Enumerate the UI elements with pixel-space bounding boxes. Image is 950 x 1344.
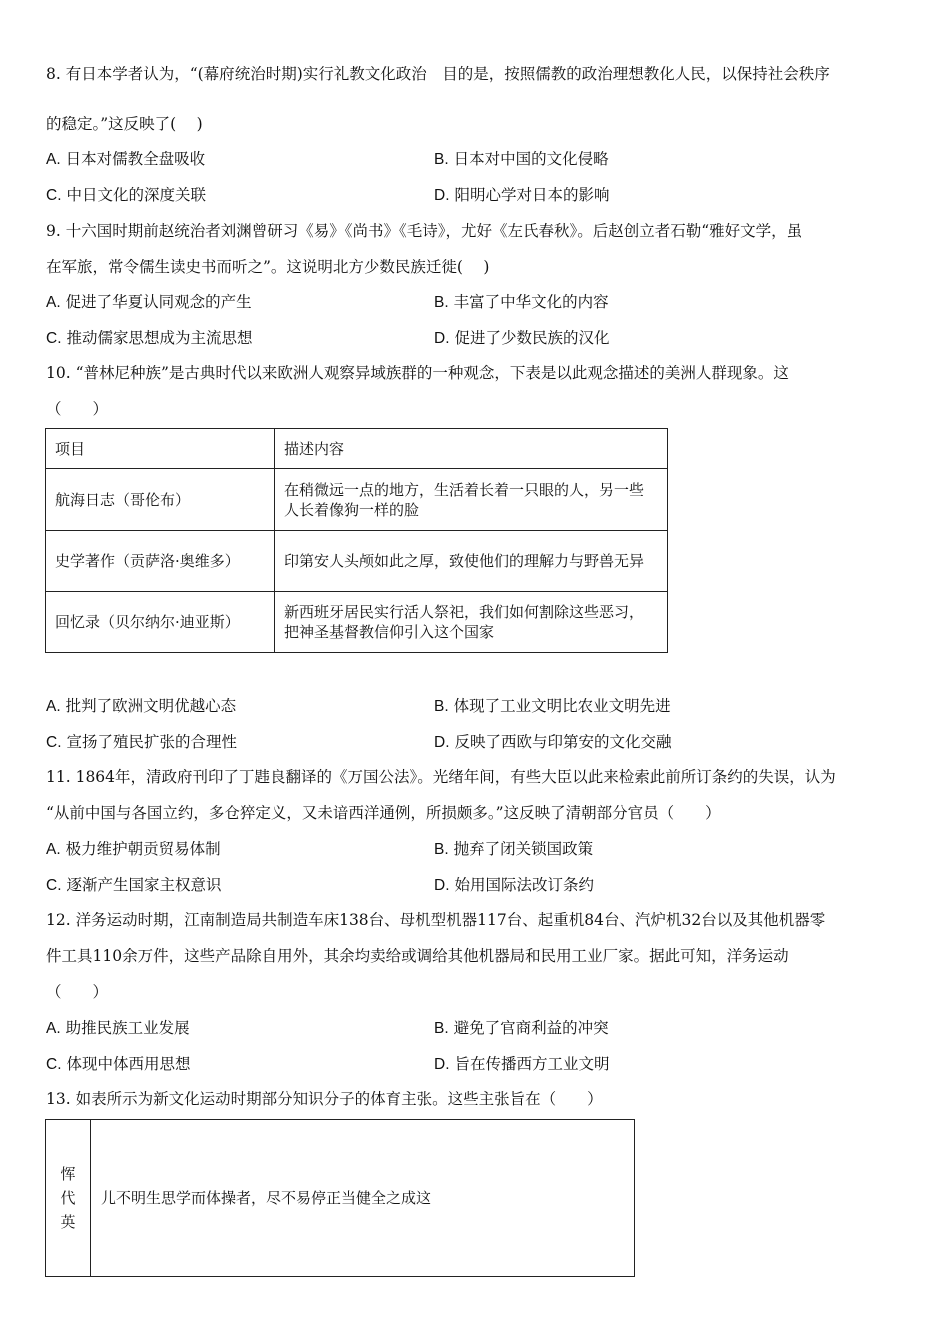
q10-table [45,428,668,653]
q10-row3-item: 回忆录（贝尔纳尔·迪亚斯） [46,592,275,653]
q12-option-a[interactable]: A. 助推民族工业发展 [46,1019,190,1037]
q10-stem-line1: 10. “普林尼种族”是古典时代以来欧洲人观察异域族群的一种观念，下表是以此观念描述的美洲人群现象。这 [46,364,789,382]
q10-row2-desc: 印第安人头颅如此之厚，致使他们的理解力与野兽无异 [275,531,668,592]
q12-option-b[interactable]: B. 避免了官商利益的冲突 [434,1019,609,1037]
q12-stem-line1: 12. 洋务运动时期，江南制造局共制造车床138台、母机型机器117台、起重机84台、汽炉机32台以及其他机器零 [46,911,826,929]
q9-option-b[interactable]: B. 丰富了中华文化的内容 [434,293,609,311]
q12-option-d[interactable]: D. 旨在传播西方工业文明 [434,1055,610,1073]
table-row [46,531,668,592]
q11-stem-line1: 11. 1864年，清政府刊印了丁韪良翻译的《万国公法》。光绪年间，有些大臣以此来检索此前所订条约的失误，认为 [46,768,836,786]
q10-header-item: 项目 [46,429,275,469]
q12-stem-line2: 件工具110余万件，这些产品除自用外，其余均卖给或调给其他机器局和民用工业厂家。据此可知，洋务运动 [46,947,789,965]
q10-option-c[interactable]: C. 宣扬了殖民扩张的合理性 [46,733,237,751]
q13-content: 儿不明生思学而体操者，尽不易停正当健全之成这 [91,1120,635,1277]
q9-option-c[interactable]: C. 推动儒家思想成为主流思想 [46,329,253,347]
q10-row2-item: 史学著作（贡萨洛·奥维多） [46,531,275,592]
table-row [46,1120,635,1277]
q11-option-c[interactable]: C. 逐渐产生国家主权意识 [46,876,222,894]
q10-row3-desc: 新西班牙居民实行活人祭祀，我们如何割除这些恶习，把神圣基督教信仰引入这个国家 [275,592,668,653]
q10-stem-line2: （ ） [46,400,109,418]
table-row [46,592,668,653]
q8-stem-line1: 8. 有日本学者认为，“(幕府统治时期)实行礼教文化政治 目的是，按照儒教的政治理想教化人民，以保持社会秩序 [46,65,830,83]
q13-person: 恽代英 [46,1120,91,1277]
q11-stem-line2: “从前中国与各国立约，多仓猝定义，又未谙西洋通例，所损颇多。”这反映了清朝部分官员（ ） [46,804,721,822]
q10-row1-item: 航海日志（哥伦布） [46,469,275,531]
q9-option-a[interactable]: A. 促进了华夏认同观念的产生 [46,293,252,311]
q10-table-header-row [46,429,668,469]
q8-stem-line2: 的稳定。”这反映了( ) [46,115,203,133]
q10-option-b[interactable]: B. 体现了工业文明比农业文明先进 [434,697,671,715]
q8-option-d[interactable]: D. 阳明心学对日本的影响 [434,186,610,204]
q9-stem-line1: 9. 十六国时期前赵统治者刘渊曾研习《易》《尚书》《毛诗》，尤好《左氏春秋》。后赵创立者石勒“雅好文学，虽 [46,222,803,240]
q11-option-a[interactable]: A. 极力维护朝贡贸易体制 [46,840,221,858]
q12-option-c[interactable]: C. 体现中体西用思想 [46,1055,191,1073]
q10-row1-desc: 在稍微远一点的地方，生活着长着一只眼的人，另一些人长着像狗一样的脸 [275,469,668,531]
table-row [46,469,668,531]
q12-stem-line3: （ ） [46,983,109,1001]
q11-option-d[interactable]: D. 始用国际法改订条约 [434,876,594,894]
q13-table [45,1119,635,1277]
q10-option-a[interactable]: A. 批判了欧洲文明优越心态 [46,697,237,715]
q8-option-b[interactable]: B. 日本对中国的文化侵略 [434,150,609,168]
q8-option-a[interactable]: A. 日本对儒教全盘吸收 [46,150,206,168]
q13-stem: 13. 如表所示为新文化运动时期部分知识分子的体育主张。这些主张旨在（ ） [46,1090,603,1108]
q9-option-d[interactable]: D. 促进了少数民族的汉化 [434,329,610,347]
q10-option-d[interactable]: D. 反映了西欧与印第安的文化交融 [434,733,672,751]
q11-option-b[interactable]: B. 抛弃了闭关锁国政策 [434,840,594,858]
q9-stem-line2: 在军旅，常令儒生读史书而听之”。这说明北方少数民族迁徙( ) [46,258,490,276]
q10-header-desc: 描述内容 [275,429,668,469]
q8-option-c[interactable]: C. 中日文化的深度关联 [46,186,206,204]
